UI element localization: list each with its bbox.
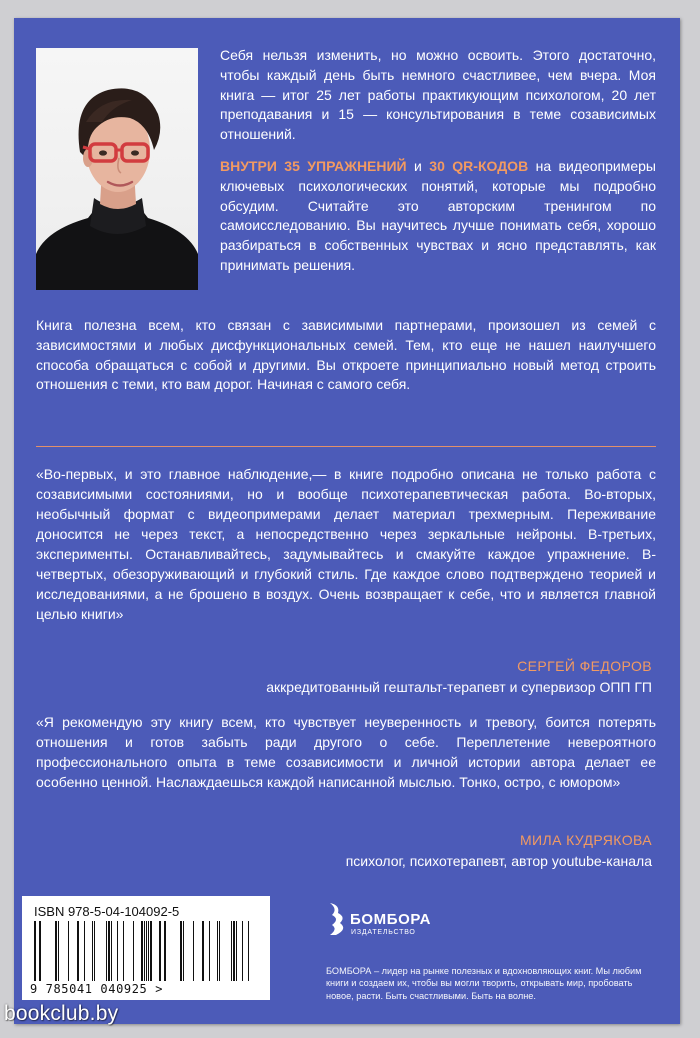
barcode-bar — [202, 921, 204, 981]
publisher-blurb: БОМБОРА – лидер на рынке полезных и вдохновляющих книг. Мы любим книги и создаем их, чтобы вы могли творить, открывать мир, пробовать новое, расти. Быть счастливыми. Быть на волне. — [326, 966, 642, 1001]
barcode-bar — [106, 921, 107, 981]
site-watermark: bookclub.by — [4, 1002, 119, 1025]
barcode-bar — [217, 921, 218, 981]
intro-paragraph-2-rest: на видеопримеры ключевых психологических понятий, которые мы подробно обсудим. Считайте это авторским тренингом по самоисследованию. Вы научитесь лучше понимать себя, хорошо разбираться в собственных чувствах и ясно представлять, как принимать решения. — [220, 157, 656, 273]
back-cover — [14, 18, 680, 1024]
isbn-label: ISBN 978-5-04-104092-5 — [34, 904, 180, 919]
barcode-bar — [183, 921, 184, 981]
barcode-panel — [22, 896, 270, 1000]
quote-author-fedorov: СЕРГЕЙ ФЕДОРОВ — [517, 658, 652, 674]
author-photo — [36, 48, 198, 290]
author-portrait-illustration — [36, 48, 198, 290]
barcode-bar — [58, 921, 59, 981]
barcode-bar — [94, 921, 95, 981]
barcode-bar — [242, 921, 243, 981]
quote-fedorov: «Во-первых, и это главное наблюдение,— в книге подробно описана не только работа с созависимыми состояниями, но и вообще психотерапевтическая работа. Во-вторых, необычный формат с видеопримерами делает материал трехмерным. Переживание доносится не через текст, а непосредственно через зеркальные нейроны. В-третьих, эксперименты. Останавливайтесь, задумывайтесь и смакуйте каждое упражнение. В-четвертых, обезоруживающий и глубокий стиль. Где каждое слово подтверждено теорией и исследованиями, а не брошено в воздух. Очень возвращает к себе, что и является главной целью книги» — [36, 466, 656, 622]
barcode-bar — [133, 921, 134, 981]
barcode-digits: 9 785041 040925 > — [30, 982, 164, 996]
barcode-bar — [180, 921, 182, 981]
intro-paragraph-1: Себя нельзя изменить, но можно освоить. Этого достаточно, чтобы каждый день быть немного счастливее, чем вчера. Моя книга — итог 25 лет работы практикующим психологом, 20 лет преподавания и 15 — консультирования в теме созависимых отношений. — [220, 47, 656, 143]
barcode-bar — [108, 921, 110, 981]
barcode-bar — [193, 921, 194, 981]
barcode-bar — [68, 921, 69, 981]
intro-conjunction: и — [406, 157, 430, 174]
barcode-bar — [141, 921, 143, 981]
quote-author-kudryakova: МИЛА КУДРЯКОВА — [519, 832, 652, 848]
barcode-bar — [55, 921, 57, 981]
barcode-bar — [34, 921, 36, 981]
barcode-bar — [77, 921, 79, 981]
barcode-bar — [236, 921, 237, 981]
barcode-bar — [123, 921, 124, 981]
intro-text — [220, 46, 656, 288]
section-divider — [36, 446, 656, 447]
barcode-bar — [84, 921, 85, 981]
publisher-brand-subtitle: ИЗДАТЕЛЬСТВО — [351, 929, 416, 936]
barcode-bar — [117, 921, 118, 981]
barcode-bar — [209, 921, 210, 981]
barcode-bar — [164, 921, 166, 981]
barcode-bar — [146, 921, 147, 981]
barcode-bar — [231, 921, 232, 981]
quote-author-kudryakova-role: психолог, психотерапевт, автор youtube-канала — [345, 853, 652, 869]
barcode-bar — [92, 921, 93, 981]
bombora-logo-icon — [326, 901, 348, 937]
exercises-highlight: ВНУТРИ 35 УПРАЖНЕНИЙ — [220, 157, 407, 174]
quote-kudryakova: «Я рекомендую эту книгу всем, кто чувствует неуверенность и тревогу, боится потерять отношения и готов забыть ради другого о себе. Переплетение невероятного профессионального опыта в теме созависимости и личной истории автора делает ее особенно ценной. Наслаждаешься каждой написанной мыслью. Тонко, остро, с юмором» — [36, 714, 656, 790]
qr-codes-highlight: 30 QR-КОДОВ — [429, 157, 529, 174]
intro-paragraph-2 — [220, 157, 656, 276]
barcode-bar — [219, 921, 220, 981]
barcode-graphic — [32, 921, 260, 981]
quote-author-fedorov-role: аккредитованный гештальт-терапевт и супервизор ОПП ГП — [266, 679, 652, 695]
barcode-bar — [144, 921, 145, 981]
barcode-bar — [39, 921, 41, 981]
barcode-bar — [111, 921, 112, 981]
barcode-bar — [159, 921, 161, 981]
barcode-bar — [233, 921, 235, 981]
barcode-bar — [150, 921, 152, 981]
publisher-brand: БОМБОРА — [350, 911, 432, 928]
audience-paragraph: Книга полезна всем, кто связан с зависимыми партнерами, произошел из семей с зависимостями и любых дисфункциональных семей. Тем, кто еще не нашел наилучшего способа обращаться с собой и другими. Вы откроете принципиально новый метод строить отношения с теми, кто вам дорог. Начиная с самого себя. — [36, 317, 656, 393]
barcode-bar — [148, 921, 149, 981]
barcode-bar — [248, 921, 249, 981]
